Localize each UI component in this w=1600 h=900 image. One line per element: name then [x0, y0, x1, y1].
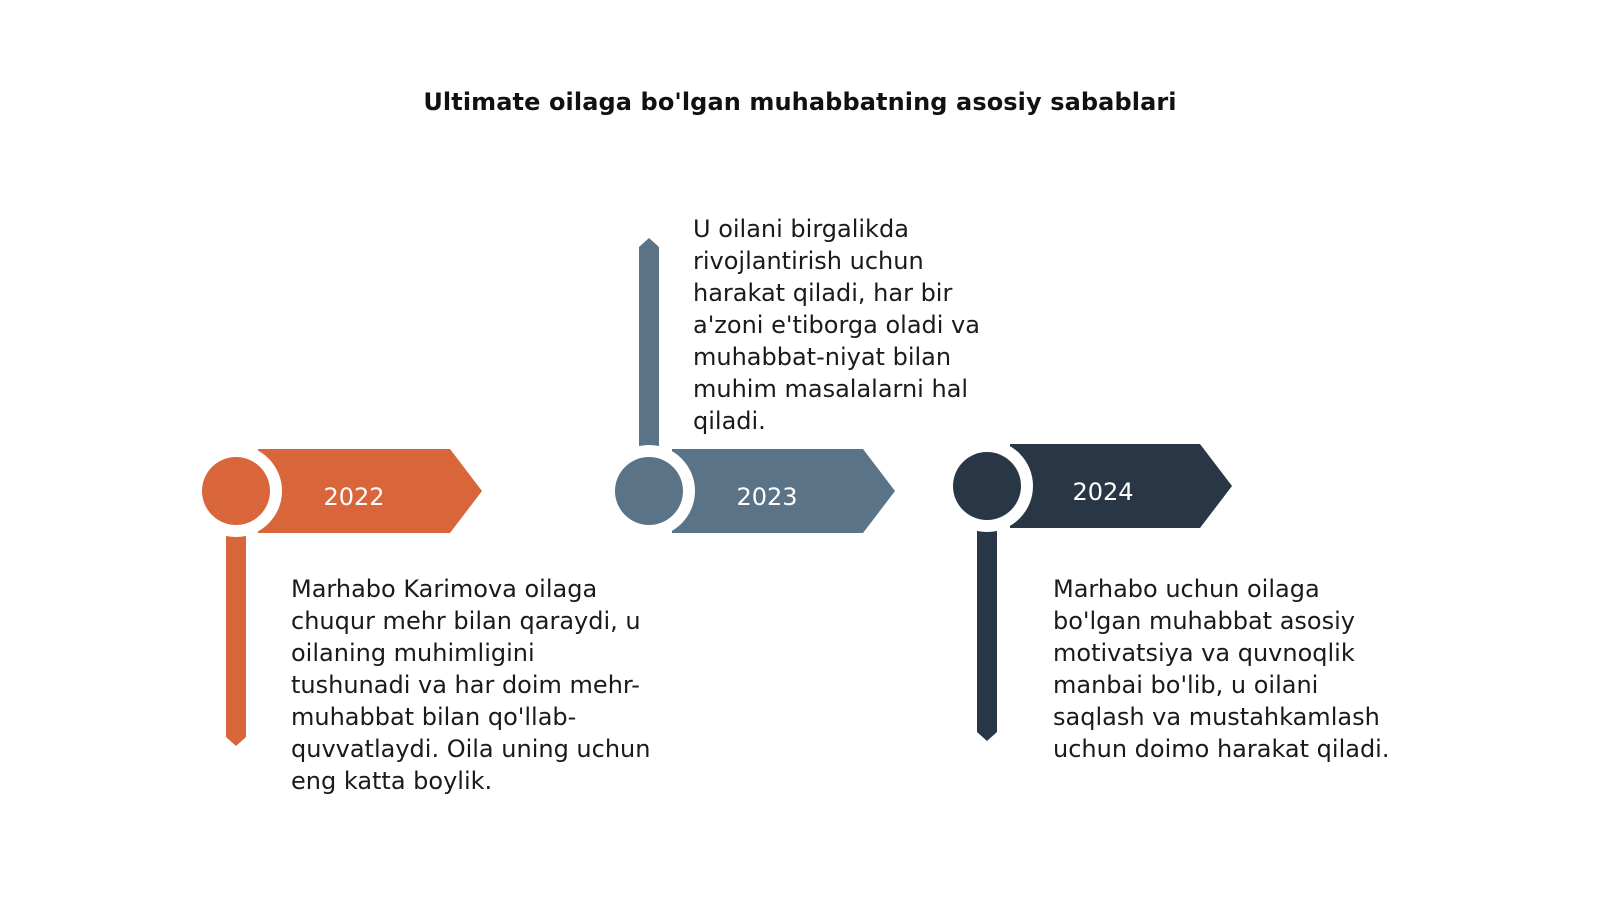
description-2022: Marhabo Karimova oilaga chuqur mehr bilan qaraydi, u oilaning muhimligini tushunadi va har doim mehr-muhabbat bilan qo'llab-quvvatlaydi. Oila uning uchun eng katta boylik. [291, 575, 651, 795]
page-title: Ultimate oilaga bo'lgan muhabbatning asosiy sabablari [423, 88, 1177, 116]
connector-stem-2023 [639, 247, 659, 448]
year-label-2023: 2023 [736, 483, 798, 511]
description-2023: U oilani birgalikda rivojlantirish uchun harakat qiladi, har bir a'zoni e'tiborga oladi va muhabbat-niyat bilan muhim masalalarni hal qiladi. [693, 215, 980, 435]
marker-dot-2024 [953, 452, 1021, 520]
marker-dot-2022 [202, 457, 270, 525]
connector-tip-2024 [977, 732, 997, 741]
description-2024: Marhabo uchun oilaga bo'lgan muhabbat asosiy motivatsiya va quvnoqlik manbai bo'lib, u oilani saqlash va mustahkamlash uchun doimo harakat qiladi. [1053, 575, 1390, 763]
connector-stem-2024 [977, 530, 997, 732]
connector-stem-2022 [226, 535, 246, 737]
marker-dot-2023 [615, 457, 683, 525]
connector-tip-2023 [639, 238, 659, 247]
year-label-2024: 2024 [1072, 478, 1134, 506]
year-label-2022: 2022 [323, 483, 385, 511]
connector-tip-2022 [226, 737, 246, 746]
